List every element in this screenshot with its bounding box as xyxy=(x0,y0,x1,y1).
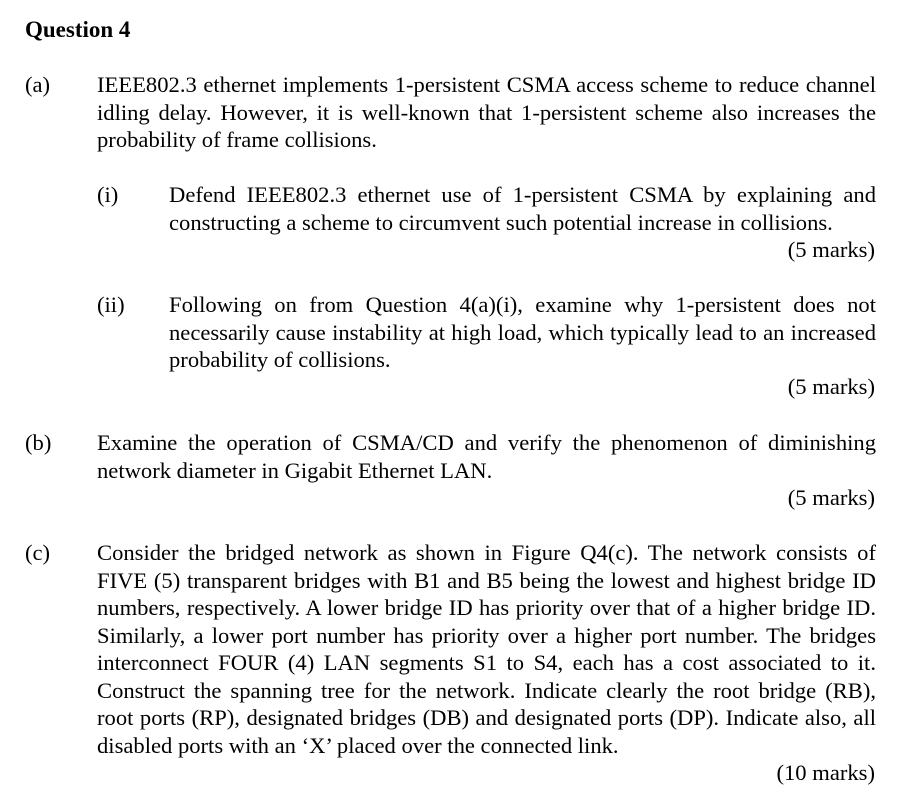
part-b-label: (b) xyxy=(25,430,52,455)
part-a-label: (a) xyxy=(25,72,51,97)
question-title: Question 4 xyxy=(25,17,131,42)
part-a-i-marks: (5 marks) xyxy=(787,237,875,262)
part-a-i-label: (i) xyxy=(97,182,119,207)
part-a-text: IEEE802.3 ethernet implements 1-persistent CSMA access scheme to reduce channel idling delay. However, it is well-known that 1-persistent scheme also increases the probability of frame collisions. xyxy=(97,72,876,152)
part-c-marks: (10 marks) xyxy=(776,760,875,785)
part-a-ii-label: (ii) xyxy=(97,292,125,317)
part-c-text: Consider the bridged network as shown in Figure Q4(c). The network consists of FIVE (5) transparent bridges with B1 and B5 being the lowest and highest bridge ID numbers, respectively. A lower bridge ID has priority over that of a higher bridge ID. Similarly, a lower port number has priority over a higher port number. The bridges interconnect FOUR (4) LAN segments S1 to S4, each has a cost associated to it. Construct the spanning tree for the network. Indicate clearly the root bridge (RB), root ports (RP), designated bridges (DB) and designated ports (DP). Indicate also, all disabled ports with an ‘X’ placed over the connected link. xyxy=(97,540,876,758)
part-a-ii-marks: (5 marks) xyxy=(787,374,875,399)
part-c-label: (c) xyxy=(25,540,51,565)
part-a-ii-text: Following on from Question 4(a)(i), examine why 1-persistent does not necessarily cause instability at high load, which typically lead to an increased probability of collisions. xyxy=(169,292,876,372)
part-a-i-text: Defend IEEE802.3 ethernet use of 1-persistent CSMA by explaining and constructing a scheme to circumvent such potential increase in collisions. xyxy=(169,182,876,235)
part-b-marks: (5 marks) xyxy=(787,485,875,510)
part-b-text: Examine the operation of CSMA/CD and verify the phenomenon of diminishing network diameter in Gigabit Ethernet LAN. xyxy=(97,430,876,483)
